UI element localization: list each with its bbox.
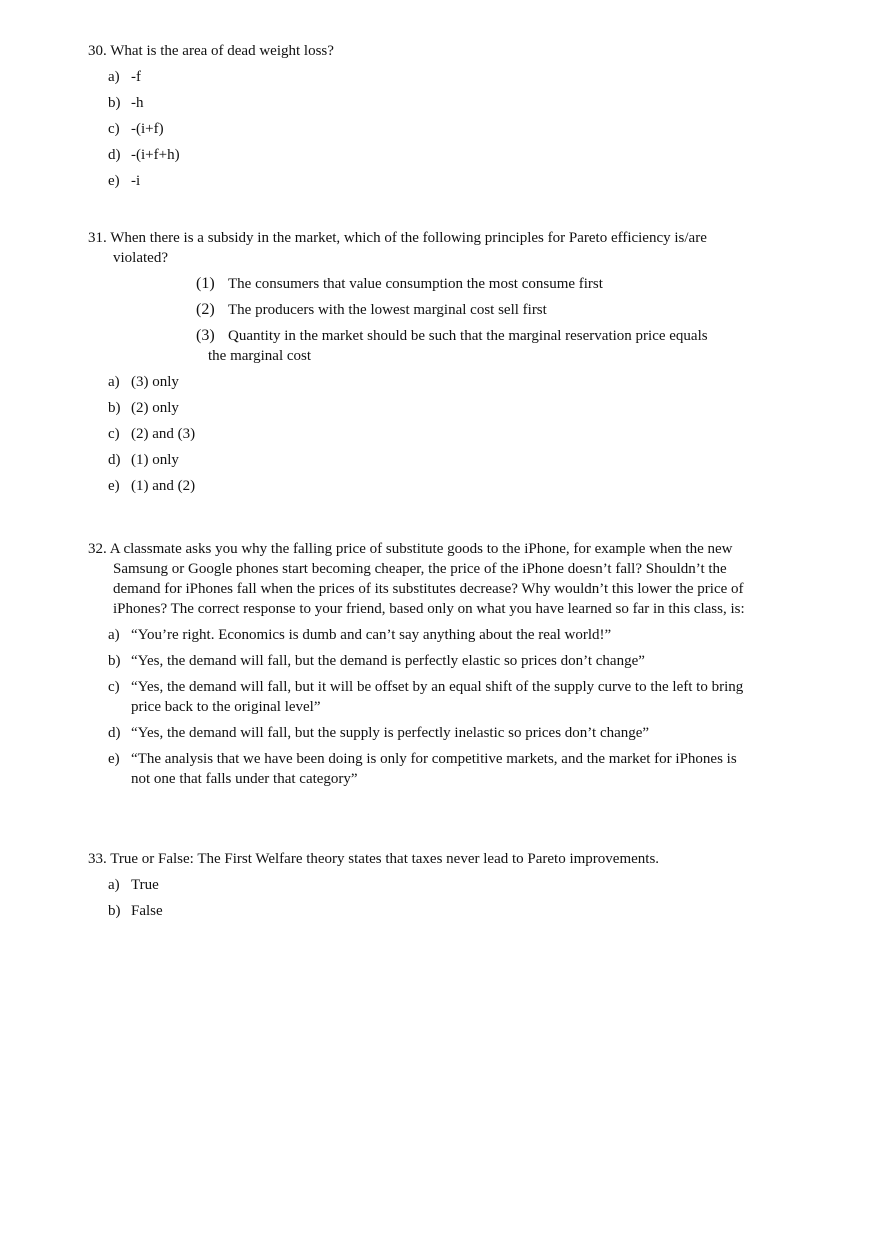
option-text: False <box>131 903 163 919</box>
question-stem <box>88 41 758 61</box>
answer-option[interactable] <box>88 424 758 444</box>
principle-item <box>88 300 758 320</box>
option-text: “The analysis that we have been doing is only for competitive markets, and the market for iPhones is not one that falls under that category” <box>131 751 737 787</box>
answer-option[interactable] <box>88 450 758 470</box>
option-letter: e) <box>108 478 120 494</box>
answer-option[interactable] <box>88 119 758 139</box>
option-text: (1) and (2) <box>131 478 196 494</box>
answer-options <box>88 372 758 496</box>
option-letter: e) <box>108 173 120 189</box>
answer-option[interactable] <box>88 476 758 496</box>
option-text: “Yes, the demand will fall, but the demand is perfectly elastic so prices don’t change” <box>131 653 645 669</box>
answer-option[interactable] <box>88 372 758 392</box>
option-letter: b) <box>108 903 121 919</box>
option-letter: a) <box>108 877 120 893</box>
answer-option[interactable] <box>88 901 758 921</box>
question-33 <box>88 849 758 921</box>
option-text: -i <box>131 173 141 189</box>
principle-item <box>88 274 758 294</box>
question-text: When there is a subsidy in the market, which of the following principles for Pareto efficiency is/are violated? <box>110 230 707 266</box>
principle-text-continued: the marginal cost <box>208 348 312 364</box>
principle-text: The producers with the lowest marginal cost sell first <box>228 302 547 318</box>
option-text: “You’re right. Economics is dumb and can’t say anything about the real world!” <box>131 627 612 643</box>
answer-option[interactable] <box>88 651 758 671</box>
answer-option[interactable] <box>88 875 758 895</box>
option-text: -(i+f+h) <box>131 147 180 163</box>
question-number: 33. <box>88 851 107 867</box>
option-text: (1) only <box>131 452 179 468</box>
answer-option[interactable] <box>88 145 758 165</box>
question-32 <box>88 539 758 789</box>
question-number: 30. <box>88 43 107 59</box>
answer-option[interactable] <box>88 625 758 645</box>
answer-option[interactable] <box>88 677 758 717</box>
question-number: 32. <box>88 541 107 557</box>
option-letter: a) <box>108 627 120 643</box>
principle-number: (3) <box>196 327 215 344</box>
question-text: What is the area of dead weight loss? <box>110 43 334 59</box>
option-text: (2) only <box>131 400 179 416</box>
answer-option[interactable] <box>88 749 758 789</box>
answer-option[interactable] <box>88 171 758 191</box>
option-letter: a) <box>108 374 120 390</box>
option-text: “Yes, the demand will fall, but it will be offset by an equal shift of the supply curve to the left to bring price back to the original level” <box>131 679 744 715</box>
option-text: “Yes, the demand will fall, but the supply is perfectly inelastic so prices don’t change” <box>131 725 650 741</box>
principle-number: (1) <box>196 275 215 292</box>
question-stem <box>88 228 758 268</box>
option-letter: c) <box>108 679 120 695</box>
option-letter: b) <box>108 95 121 111</box>
option-text: (3) only <box>131 374 179 390</box>
option-text: True <box>131 877 159 893</box>
principle-list <box>88 274 758 366</box>
option-letter: c) <box>108 426 120 442</box>
answer-option[interactable] <box>88 723 758 743</box>
option-letter: d) <box>108 725 121 741</box>
answer-options <box>88 875 758 921</box>
question-number: 31. <box>88 230 107 246</box>
principle-item <box>88 326 758 366</box>
option-letter: d) <box>108 452 121 468</box>
question-text: A classmate asks you why the falling price of substitute goods to the iPhone, for example when the new Samsung or Google phones start becoming cheaper, the price of the iPhone doesn’t fall? Shouldn’t the demand for iPhones fall when the prices of its substitutes decrease? Why wouldn’t this lower the price of iPhones? The correct response to your friend, based only on what you have learned so far in this class, is: <box>109 541 745 617</box>
answer-option[interactable] <box>88 67 758 87</box>
question-text: True or False: The First Welfare theory states that taxes never lead to Pareto improvements. <box>110 851 660 867</box>
option-text: -h <box>131 95 144 111</box>
principle-number: (2) <box>196 301 215 318</box>
option-letter: b) <box>108 400 121 416</box>
option-letter: a) <box>108 69 120 85</box>
question-stem <box>88 539 758 619</box>
option-text: (2) and (3) <box>131 426 196 442</box>
question-stem <box>88 849 758 869</box>
principle-text: Quantity in the market should be such that the marginal reservation price equals <box>228 328 708 344</box>
option-letter: c) <box>108 121 120 137</box>
option-text: -f <box>131 69 141 85</box>
answer-option[interactable] <box>88 93 758 113</box>
question-30 <box>88 41 758 191</box>
option-letter: d) <box>108 147 121 163</box>
option-text: -(i+f) <box>131 121 164 137</box>
answer-option[interactable] <box>88 398 758 418</box>
answer-options <box>88 625 758 789</box>
option-letter: e) <box>108 751 120 767</box>
answer-options <box>88 67 758 191</box>
principle-text: The consumers that value consumption the most consume first <box>228 276 603 292</box>
question-31 <box>88 228 758 496</box>
option-letter: b) <box>108 653 121 669</box>
